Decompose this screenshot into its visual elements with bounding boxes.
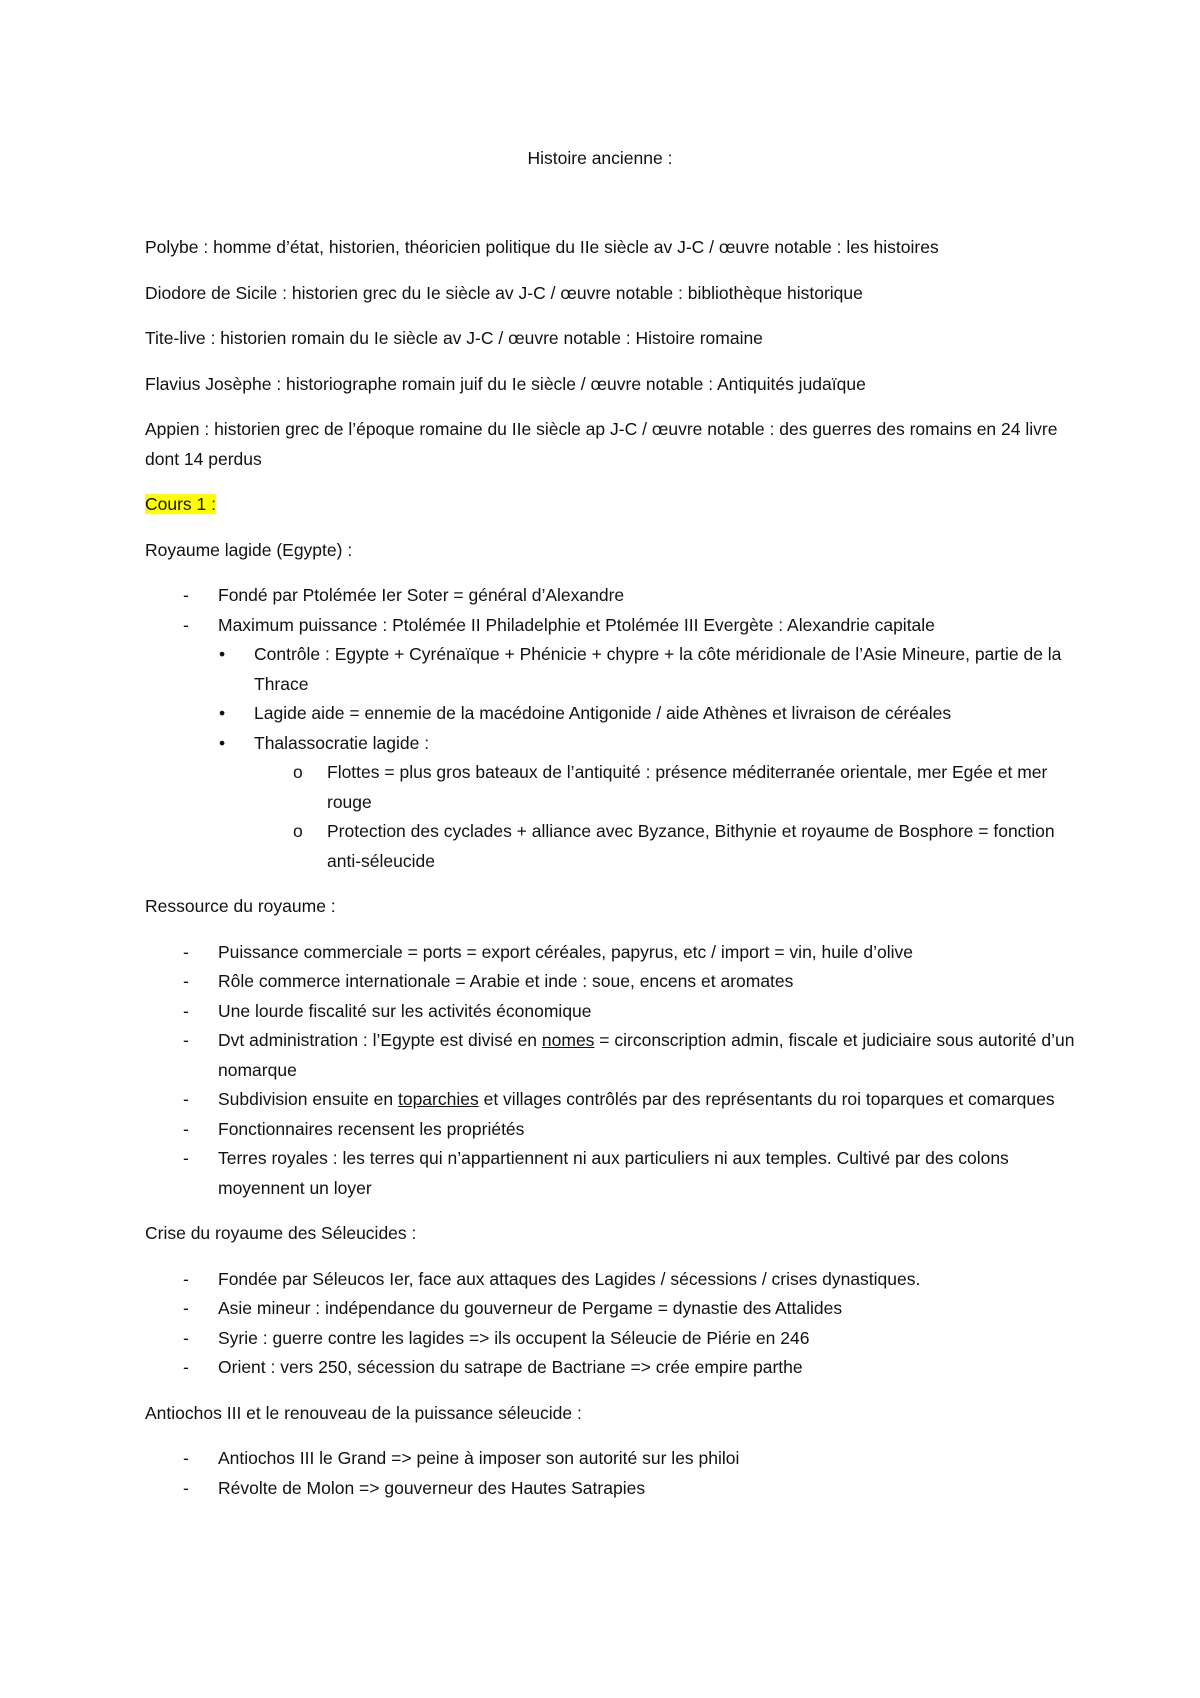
dash-marker: -	[183, 1357, 189, 1377]
bullet-marker: •	[219, 732, 226, 753]
list-item: • Lagide aide = ennemie de la macédoine Antigonide / aide Athènes et livraison de céréales	[145, 699, 1075, 729]
list-item: - Révolte de Molon => gouverneur des Hautes Satrapies	[145, 1474, 1075, 1504]
list-item: o Flottes = plus gros bateaux de l’antiquité : présence méditerranée orientale, mer Egée et mer rouge	[145, 758, 1075, 817]
list-item: - Subdivision ensuite en toparchies et villages contrôlés par des représentants du roi toparques et comarques	[145, 1085, 1075, 1115]
cours-heading: Cours 1 :	[145, 494, 216, 514]
dash-marker: -	[183, 1268, 189, 1289]
bullet-marker: •	[219, 644, 226, 664]
list-item: - Syrie : guerre contre les lagides => ils occupent la Séleucie de Piérie en 246	[145, 1324, 1075, 1354]
circle-marker: o	[293, 762, 303, 782]
section-heading-lagide: Royaume lagide (Egypte) :	[145, 539, 353, 560]
historian-tite-live: Tite-live : historien romain du Ie siècle av J-C / œuvre notable : Histoire romaine	[145, 328, 763, 348]
dash-marker: -	[183, 1089, 189, 1109]
document-title: Histoire ancienne :	[527, 148, 673, 168]
list-item: - Fondée par Séleucos Ier, face aux attaques des Lagides / sécessions / crises dynastiques.	[145, 1265, 1075, 1295]
list-item: - Puissance commerciale = ports = export céréales, papyrus, etc / import = vin, huile d’olive	[145, 938, 1075, 968]
section-heading-seleucides: Crise du royaume des Séleucides :	[145, 1223, 417, 1243]
dash-marker: -	[183, 1477, 189, 1498]
dash-marker: -	[183, 1030, 189, 1050]
antiochos-list	[145, 1444, 1075, 1503]
list-item: - Antiochos III le Grand => peine à imposer son autorité sur les philoi	[145, 1444, 1075, 1474]
list-item: • Contrôle : Egypte + Cyrénaïque + Phénicie + chypre + la côte méridionale de l’Asie Mineure, partie de la Thrace	[145, 640, 1075, 699]
ressource-list	[145, 938, 1075, 1204]
list-item: - Une lourde fiscalité sur les activités économique	[145, 997, 1075, 1027]
historian-appien: Appien : historien grec de l’époque romaine du IIe siècle ap J-C / œuvre notable : des guerres des romains en 24 livre dont 14 perdus	[145, 419, 1058, 469]
historian-polybe: Polybe : homme d’état, historien, théoricien politique du IIe siècle av J-C / œuvre notable : les histoires	[145, 237, 939, 257]
historian-flavius: Flavius Josèphe : historiographe romain juif du Ie siècle / œuvre notable : Antiquités judaïque	[145, 373, 866, 394]
list-item: - Rôle commerce internationale = Arabie et inde : soue, encens et aromates	[145, 967, 1075, 997]
underlined-term: nomes	[541, 1030, 595, 1050]
historian-diodore: Diodore de Sicile : historien grec du Ie siècle av J-C / œuvre notable : bibliothèque historique	[145, 282, 863, 303]
section-heading-antiochos: Antiochos III et le renouveau de la puissance séleucide :	[145, 1402, 582, 1423]
list-item: - Fondé par Ptolémée Ier Soter = général d’Alexandre	[145, 581, 1075, 611]
dash-marker: -	[183, 1148, 189, 1168]
circle-marker: o	[293, 821, 303, 841]
list-item: - Terres royales : les terres qui n’appartiennent ni aux particuliers ni aux temples. Cultivé par des colons moyennent un loyer	[145, 1144, 1075, 1203]
list-item: • Thalassocratie lagide :	[145, 729, 1075, 759]
list-item: o Protection des cyclades + alliance avec Byzance, Bithynie et royaume de Bosphore = fonction anti-séleucide	[145, 817, 1075, 876]
list-item: - Fonctionnaires recensent les propriétés	[145, 1115, 1075, 1145]
seleucides-list	[145, 1265, 1075, 1383]
dash-marker: -	[183, 1327, 189, 1348]
bullet-marker: •	[219, 703, 226, 723]
dash-marker: -	[183, 941, 189, 962]
document-body	[145, 233, 1075, 1519]
dash-marker: -	[183, 1118, 189, 1139]
lagide-list	[145, 581, 1075, 876]
list-item: - Dvt administration : l’Egypte est divisé en nomes = circonscription admin, fiscale et judiciaire sous autorité d’un nomarque	[145, 1026, 1075, 1085]
list-item: - Orient : vers 250, sécession du satrape de Bactriane => crée empire parthe	[145, 1353, 1075, 1383]
section-heading-ressource: Ressource du royaume :	[145, 896, 336, 916]
dash-marker: -	[183, 971, 189, 991]
dash-marker: -	[183, 585, 189, 605]
list-item: - Asie mineur : indépendance du gouverneur de Pergame = dynastie des Attalides	[145, 1294, 1075, 1324]
dash-marker: -	[183, 614, 189, 635]
dash-marker: -	[183, 1448, 189, 1468]
dash-marker: -	[183, 1298, 189, 1318]
list-item: - Maximum puissance : Ptolémée II Philadelphie et Ptolémée III Evergète : Alexandrie capitale	[145, 611, 1075, 641]
cours-heading-line	[145, 490, 1075, 520]
underlined-term: toparchies	[397, 1089, 479, 1109]
dash-marker: -	[183, 1000, 189, 1021]
